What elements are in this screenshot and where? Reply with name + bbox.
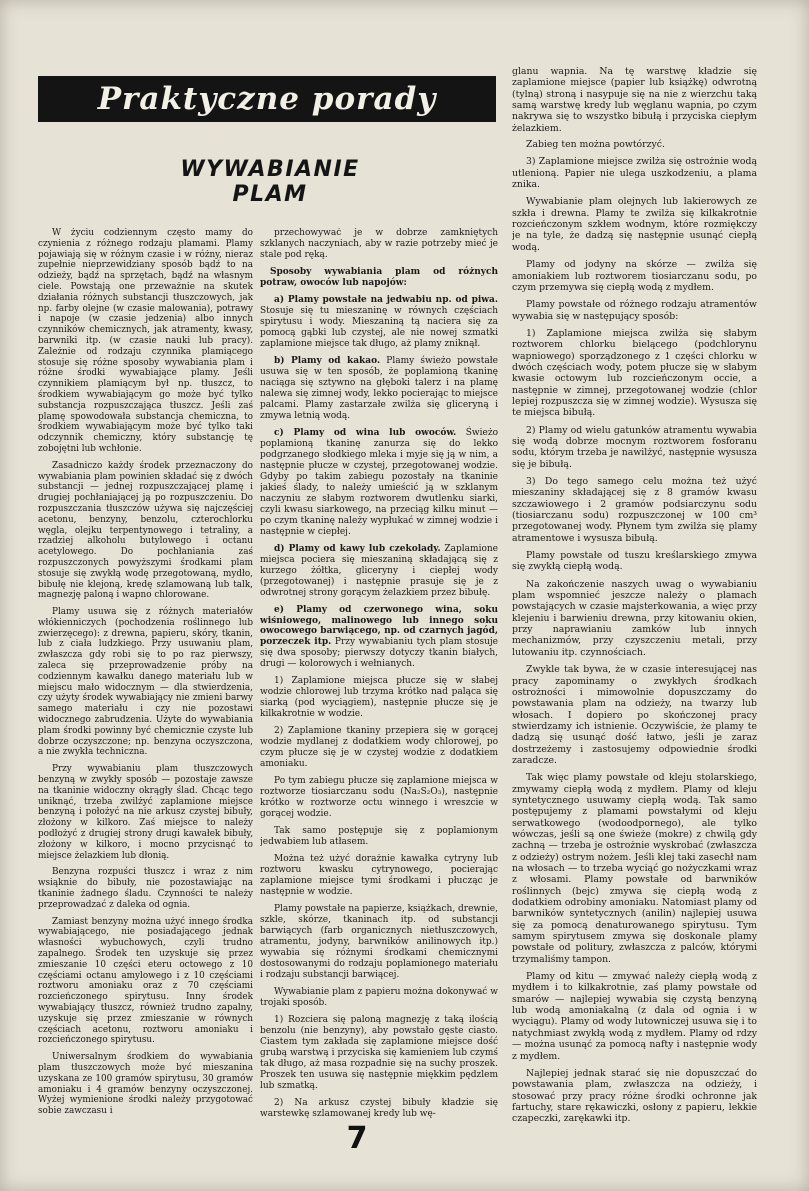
item-text: Świeżo poplamioną tkaninę zanurza się do lekko podgrzanego słodkiego mleka i myje się ją w nim, a następnie płucze w czystej, przegotowanej wodzie. Gdyby po takim zabiegu pozostały na tkaninie jakieś ślady, to należy umieścić ją w szklanym naczyniu ze słabym roztworem dwutlenku siarki, czyli kwasu siarkowego, na przeciąg kilku minut — po czym tkaninę należy wypłukać w zimnej wodzie i następnie w ciepłej. — [260, 427, 498, 537]
section-heading: Sposoby wywabiania plam od różnych potraw, owoców lub napojów: — [260, 266, 498, 288]
item-text: Zaplamione miejsca pociera się mieszaniną składającą się z kurzego żółtka, gliceryny i ciepłej wody (przegotowanej) i następnie prasuje się je z odwrotnej strony gorącym żelazkiem przez bibułę. — [260, 543, 498, 598]
section-title: Praktyczne porady — [97, 81, 437, 117]
item-label: a) Plamy powstałe na jedwabiu np. od piwa. — [274, 294, 498, 305]
paragraph: W życiu codziennym często mamy do czynienia z różnego rodzaju plamami. Plamy pojawiają się w różnym czasie i w różny, nieraz zupełnie nieprzewidziany sposób bądź to na odzieży, bądź na sprzętach, bądź na własnym ciele. Powstają one przeważnie na skutek działania różnych substancji tłuszczowych, jak np. farby olejne (w czasie malowania), potrawy i napoje (w czasie jedzenia) albo innych czynników chemicznych, jak atramenty, kwasy, barwniki itp. (w czasie nauki lub pracy). Zależnie od rodzaju czynnika plamiącego stosuje się różne sposoby wywabiania plam i różne środki wywabiające plamy. Jeśli czynnikiem plamiącym był np. tłuszcz, to środkiem wywabiającym go może być tylko substancja rozpuszczająca tłuszcz. Jeśli zaś plamę spowodowała substancja chemiczna, to środkiem wywabiającym może być tylko taki odczynnik chemiczny, który substancję tę zobojętni lub wchłonie. — [38, 228, 253, 454]
paragraph: Plamy od jodyny na skórze — zwilża się amoniakiem lub roztworem tiosiarczanu sodu, po czym przemywa się ciepłą wodą z mydłem. — [512, 259, 757, 293]
paragraph — [260, 295, 498, 350]
paragraph: Tak więc plamy powstałe od kleju stolarskiego, zmywamy ciepłą wodą z mydłem. Plamy od kleju syntetycznego usuwamy ciepłą wodą. Tak samo postępujemy z plamami powstałymi od kleju serwatkowego (wodoodpornego), ale tylko wówczas, jeśli są one świeże (mokre) z chwilą gdy zachną — trzeba je ostrożnie wyskrobać (zwłaszcza z odzieży) ostrym nożem. Jeśli klej taki zasechł nam na włosach — to trzeba wyciąć go nożyczkami wraz z włosami. Plamy powstałe od barwników roślinnych (bejc) zmywa się ciepłą wodą z dodatkiem odrobiny amoniaku. Natomiast plamy od barwników syntetycznych (anilin) najlepiej usuwa się za pomocą denaturowanego spirytusu. Tym samym spirytusem zmywa się doskonale plamy powstałe od politury, zwłaszcza z palców, którymi trzymaliśmy tampon. — [512, 772, 757, 965]
paragraph: 2) Na arkusz czystej bibuły kładzie się warstewkę szlamowanej kredy lub wę- — [260, 1097, 498, 1119]
text-column-3 — [512, 66, 757, 1138]
paragraph: Przy wywabianiu plam tłuszczowych benzyną w zwykły sposób — pozostaje zawsze na tkaninie widoczny okrągły ślad. Chcąc tego uniknąć, trzeba zwilżyć zaplamione miejsce benzyną i położyć na nie arkusz czystej bibuły, złożony w kilkoro. Zaś miejsce to należy podłożyć z drugiej strony drugi kawałek bibuły, złożony w kilkoro, i mocno przycisnąć to miejsce żelazkiem lub dłonią. — [38, 764, 253, 861]
paragraph: Wywabianie plam z papieru można dokonywać w trojaki sposób. — [260, 987, 498, 1009]
paragraph: Zwykle tak bywa, że w czasie interesującej nas pracy zapominamy o zwykłych środkach ostrożności i mimowolnie dopuszczamy do powstawania plam na odzieży, na twarzy lub włosach. I dopiero po skończonej pracy stwierdzamy ich istnienie. Oczywiście, że plamy te dadzą się usunąć dość łatwo, jeśli je zaraz dostrzeżemy i zastosujemy odpowiednie środki zaradcze. — [512, 664, 757, 766]
text-column-1 — [38, 228, 253, 1134]
paragraph: 2) Zaplamione tkaniny przepiera się w gorącej wodzie mydlanej z dodatkiem wody chlorowej, po czym płucze się je w czystej wodzie z dodatkiem amoniaku. — [260, 726, 498, 770]
paragraph: 3) Zaplamione miejsce zwilża się ostrożnie wodą utlenioną. Papier nie ulega uszkodzeniu, a plama znika. — [512, 156, 757, 191]
paragraph: przechowywać je w dobrze zamkniętych szklanych naczyniach, aby w razie potrzeby mieć je stale pod ręką. — [260, 228, 498, 260]
page-number: 7 — [346, 1121, 368, 1156]
item-text: Stosuje się tu mieszaninę w równych częściach spirytusu i wody. Mieszaniną tą naciera się za pomocą gąbki lub czystej, ale nie nowej szmatki zaplamione miejsce tak długo, aż plamy zniknął. — [260, 305, 498, 349]
paragraph: Tak samo postępuje się z poplamionym jedwabiem lub atłasem. — [260, 826, 498, 848]
paragraph: Plamy powstałe na papierze, książkach, drewnie, szkle, skórze, tkaninach itp. od substancji barwiących (farb organicznych nietłuszczowych, atramentu, jodyny, barwników anilinowych itp.) wywabia się różnymi środkami chemicznymi dostosowanymi do rodzaju poplamionego materiału i rodzaju substancji barwiącej. — [260, 904, 498, 981]
paragraph: Zabieg ten można powtórzyć. — [526, 139, 665, 151]
article-headline: WYWABIANIE PLAM — [180, 157, 360, 207]
paragraph: Plamy od kitu — zmywać należy ciepłą wodą z mydłem i to kilkakrotnie, zaś plamy powstałe od smarów — najlepiej wywabia się czystą benzyną lub wodą amoniakalną (z dala od ognia i w wyciągu). Plamy od wody lutowniczej usuwa się i to natychmiast zwykłą wodą z mydłem. Plamy od rdzy — można usunąć za pomocą nafty i następnie wody z mydłem. — [512, 971, 757, 1062]
paragraph: Plamy powstałe od tuszu kreślarskiego zmywa się zwykłą ciepłą wodą. — [512, 550, 757, 573]
paragraph: 1) Rozciera się paloną magnezję z taką ilością benzolu (nie benzyny), aby powstało gęste ciasto. Ciastem tym zakłada się zaplamione miejsce dość grubą warstwą i przyciska się kamieniem lub czymś tak długo, aż masa rozpadnie się na suchy proszek. Proszek ten usuwa się następnie miękkim pędzlem lub szmatką. — [260, 1015, 498, 1091]
item-label: d) Plamy od kawy lub czekolady. — [274, 543, 441, 554]
paragraph: Benzyna rozpuści tłuszcz i wraz z nim wsiąknie do bibuły, nie pozostawiając na tkaninie żadnego śladu. Czynności te należy przeprowadzać z daleka od ognia. — [38, 867, 253, 910]
item-label: b) Plamy od kakao. — [274, 355, 381, 366]
item-text: Plamy świeżo powstałe usuwa się w ten sposób, że poplamioną tkaninę naciąga się sztywno na głęboki talerz i na plamę nalewa się zimnej wody, lekko pocierając to miejsce palcami. Plamy zastarzałe zwilża się gliceryną i zmywa letnią wodą. — [260, 355, 498, 421]
paragraph: Wywabianie plam olejnych lub lakierowych ze szkła i drewna. Plamy te zwilża się kilkakrotnie rozcieńczonym szkłem wodnym, które rozmiękczy je na tyle, że dadzą się następnie usunąć ciepłą wodą. — [512, 196, 757, 253]
paragraph: Można też użyć dorażnie kawałka cytryny lub roztworu kwasku cytrynowego, pocierając zaplamione miejsce tymi środkami i płucząc je następnie w wodzie. — [260, 854, 498, 898]
section-banner — [38, 76, 496, 122]
paragraph: 1) Zaplamione miejsca zwilża się słabym roztworem chlorku bielącego (podchlorynu wapniowego) sporządzonego z 1 części chlorku w dwóch częściach wody, potem płucze się w słabym kwasie octowym lub rozcieńczonym occie, a następnie w zimnej, przegotowanej wodzie (chlor lepiej rozpuszcza się w zimnej wodzie). Wysusza się te miejsca bibułą. — [512, 327, 757, 419]
paragraph: 2) Plamy od wielu gatunków atramentu wywabia się wodą dobrze mocnym roztworem fosforanu sodu, którym trzeba je nawilżyć, następnie wysusza się je bibułą. — [512, 424, 757, 470]
text-column-2 — [260, 228, 498, 1134]
paragraph — [260, 605, 498, 671]
item-label: c) Plamy od wina lub owoców. — [274, 427, 457, 438]
paragraph: Uniwersalnym środkiem do wywabiania plam tłuszczowych może być mieszanina uzyskana ze 100 gramów spirytusu, 30 gramów amoniaku i 4 gramów benzyny oczyszczonej. Wyżej wymienione środki należy przygotować sobie zawczasu i — [38, 1052, 253, 1117]
item-label: e) Plamy od czerwonego wina, soku wiśniowego, malinowego lub innego soku owocowego barwiącego, np. od czarnych jagód, porzeczek itp. — [260, 604, 498, 648]
paragraph: glanu wapnia. Na tę warstwę kładzie się zaplamione miejsce (papier lub książkę) odwrotną (tylną) stroną i nasypuje się na nie z wierzchu taką samą warstwę kredy lub węglanu wapnia, po czym nakrywa się to wszystko bibułą i przyciska ciepłym żelazkiem. — [512, 66, 757, 134]
paragraph: Po tym zabiegu płucze się zaplamione miejsca w roztworze tiosiarczanu sodu (Na₂S₂O₃), następnie krótko w roztworze octu winnego i wreszcie w gorącej wodzie. — [260, 776, 498, 820]
paragraph: Na zakończenie naszych uwag o wywabianiu plam wspomnieć jeszcze należy o plamach powstających w czasie majsterkowania, a więc przy klejeniu i barwieniu drewna, przy kitowaniu okien, przy naprawianiu zamków lub innych mechanizmów, przy czyszczeniu metali, przy lutowaniu itp. czynnościach. — [512, 578, 757, 658]
paragraph: Plamy powstałe od różnego rodzaju atramentów wywabia się w następujący sposób: — [512, 299, 757, 322]
paragraph: Plamy usuwa się z różnych materiałów włókienniczych (pochodzenia roślinnego lub zwierzęcego): z drewna, papieru, skóry, tkanin, lub z ciała ludzkiego. Przy usuwaniu plam, zwłaszcza gdy robi się to po raz pierwszy, zaleca się przeprowadzenie próby na codziennym kawałku danego materiału lub w miejscu mało widocznym — dla stwierdzenia, czy użyty środek wywabiający nie zmieni barwy samego materiału i czy nie pozostawi widocznego zabrudzenia. Użyte do wywabiania plam środki powinny być chemicznie czyste lub dobrze oczyszczone; np. benzyna oczyszczona, a nie zwykła techniczna. — [38, 607, 253, 758]
paragraph: 1) Zaplamione miejsca płucze się w słabej wodzie chlorowej lub trzyma krótko nad paląca się siarką (pod wyciągiem), następnie płucze się je kilkakrotnie w wodzie. — [260, 676, 498, 720]
item-text: Przy wywabianiu tych plam stosuje się dwa sposoby; pierwszy dotyczy tkanin białych, drugi — kolorowych i wełnianych. — [260, 637, 498, 670]
paragraph: 3) Do tego samego celu można też użyć mieszaniny składającej się z 8 gramów kwasu szczawiowego i 2 gramów podsiarczynu sodu (tiosiarczanu sodu) rozpuszczonej w 100 cm³ przegotowanej wody. Płynem tym zwilża się plamy atramentowe i wysusza bibułą. — [512, 476, 757, 544]
paragraph: Zamiast benzyny można użyć innego środka wywabiającego, nie posiadającego jednak własności wybuchowych, czyli trudno zapalnego. Środek ten uzyskuje się przez zmieszanie 10 części eteru octowego z 10 częściami octanu amylowego i z 10 częściami roztworu amoniaku oraz z 70 częściami rozcieńczonego spirytusu. Inny środek wywabiający tłuszcz, również trudno zapalny, uzyskuje się przez zmieszanie w równych częściach acetonu, roztworu amoniaku i rozcieńczonego spirytusu. — [38, 916, 253, 1046]
paragraph — [260, 544, 498, 599]
paragraph — [260, 428, 498, 538]
paragraph: Zasadniczo każdy środek przeznaczony do wywabiania plam powinien składać się z dwóch substancji — jednej rozpuszczającej plamę i drugiej pochłaniającej ją po rozpuszczeniu. Do rozpuszczania tłuszczów używa się najczęściej acetonu, benzyny, benzolu, czterochlorku węgla, olejku terpentynowego i tetraliny, a rzadziej alkoholu butylowego i octanu acetylowego. Do pochłaniania zaś rozpuszczonych powyższymi środkami plam stosuje się zwykłą wodę przegotowaną, mydło, bibułę nie klejoną, kredę szlamowaną lub talk, magnezję paloną i wapno chlorowane. — [38, 460, 253, 601]
paragraph — [260, 356, 498, 422]
paragraph: Najlepiej jednak starać się nie dopuszczać do powstawania plam, zwłaszcza na odzieży, i stosować przy pracy różne środki ochronne jak fartuchy, stare rękawiczki, osłony z papieru, lekkie czapeczki, zarękawki itp. — [512, 1067, 757, 1125]
